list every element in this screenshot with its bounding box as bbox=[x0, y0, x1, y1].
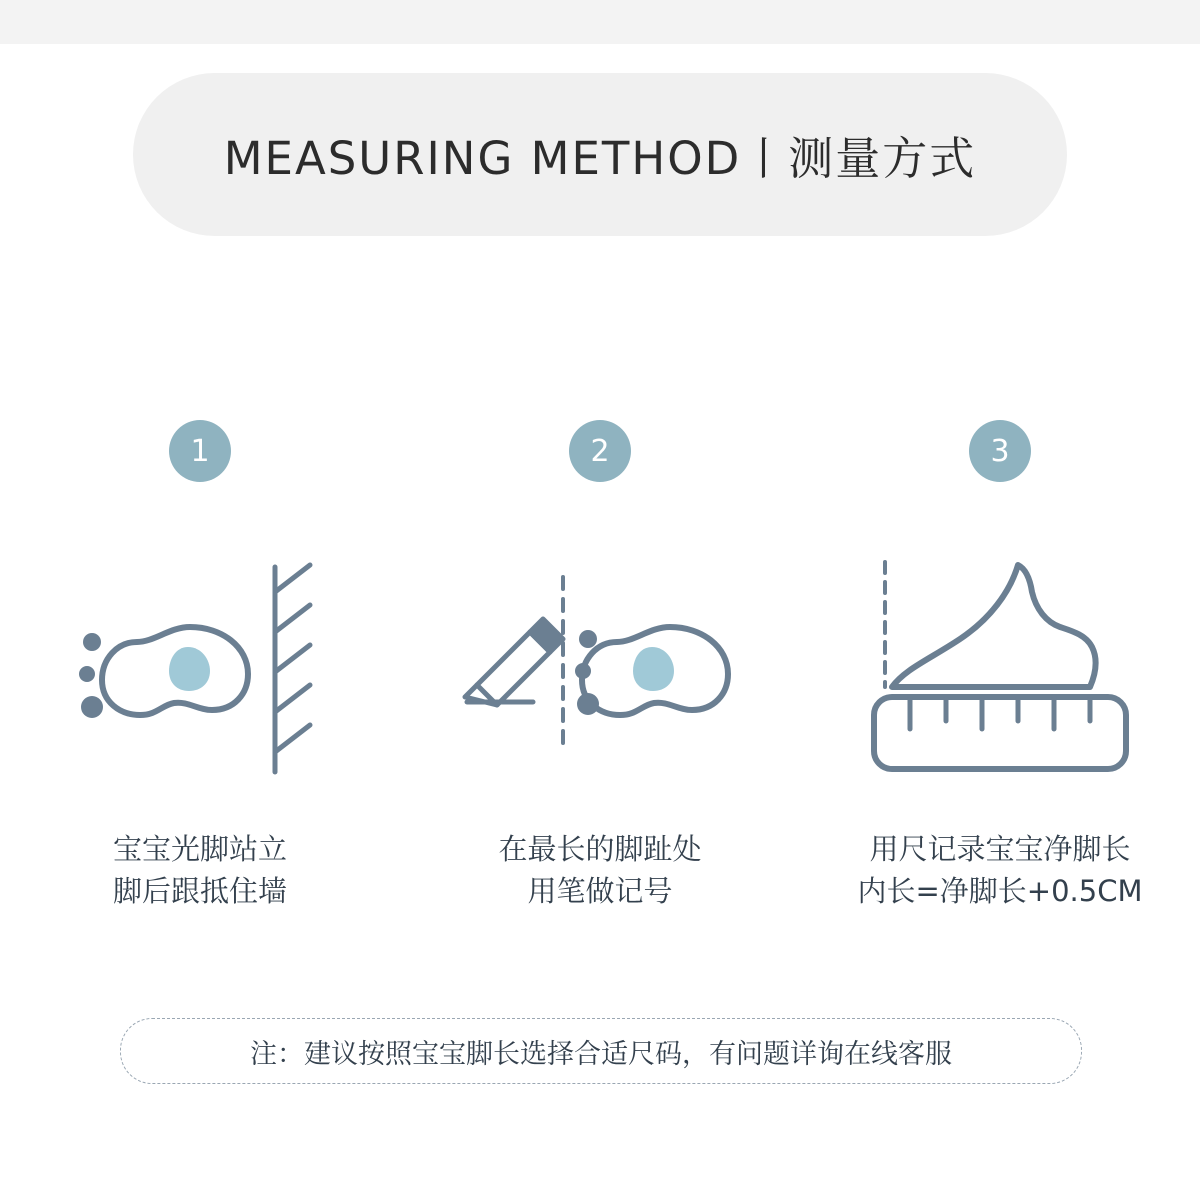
step-3-caption-line1: 用尺记录宝宝净脚长 bbox=[869, 832, 1131, 866]
ruler-measure-foot-icon bbox=[860, 547, 1140, 797]
step-3-illustration bbox=[860, 522, 1140, 822]
step-number-badge: 1 bbox=[169, 420, 231, 482]
step-1-illustration bbox=[70, 522, 330, 822]
step-2-caption-line2: 用笔做记号 bbox=[527, 874, 673, 909]
step-1-caption-line2: 脚后跟抵住墙 bbox=[112, 874, 287, 909]
step-number-badge: 3 bbox=[969, 420, 1031, 482]
page-title: MEASURING METHOD丨测量方式 bbox=[223, 132, 977, 185]
step-number-badge: 2 bbox=[569, 420, 631, 482]
step-2-caption bbox=[498, 828, 701, 912]
step-3-caption-line2: 内长=净脚长+0.5CM bbox=[857, 874, 1143, 909]
step-3 bbox=[800, 420, 1200, 912]
foot-against-wall-icon bbox=[70, 547, 330, 797]
step-1-caption bbox=[113, 828, 287, 912]
note-box bbox=[120, 1018, 1082, 1084]
step-3-caption bbox=[858, 828, 1143, 912]
pencil-mark-toe-icon bbox=[455, 547, 745, 797]
step-2-caption-line1: 在最长的脚趾处 bbox=[498, 832, 702, 866]
top-strip bbox=[0, 0, 1200, 44]
step-2 bbox=[400, 420, 800, 912]
step-1 bbox=[0, 420, 400, 912]
step-1-caption-line1: 宝宝光脚站立 bbox=[112, 832, 287, 866]
step-2-illustration bbox=[455, 522, 745, 822]
note-text: 注：建议按照宝宝脚长选择合适尺码，有问题详询在线客服 bbox=[250, 1038, 952, 1070]
header-banner bbox=[133, 73, 1067, 236]
steps-row bbox=[0, 420, 1200, 912]
